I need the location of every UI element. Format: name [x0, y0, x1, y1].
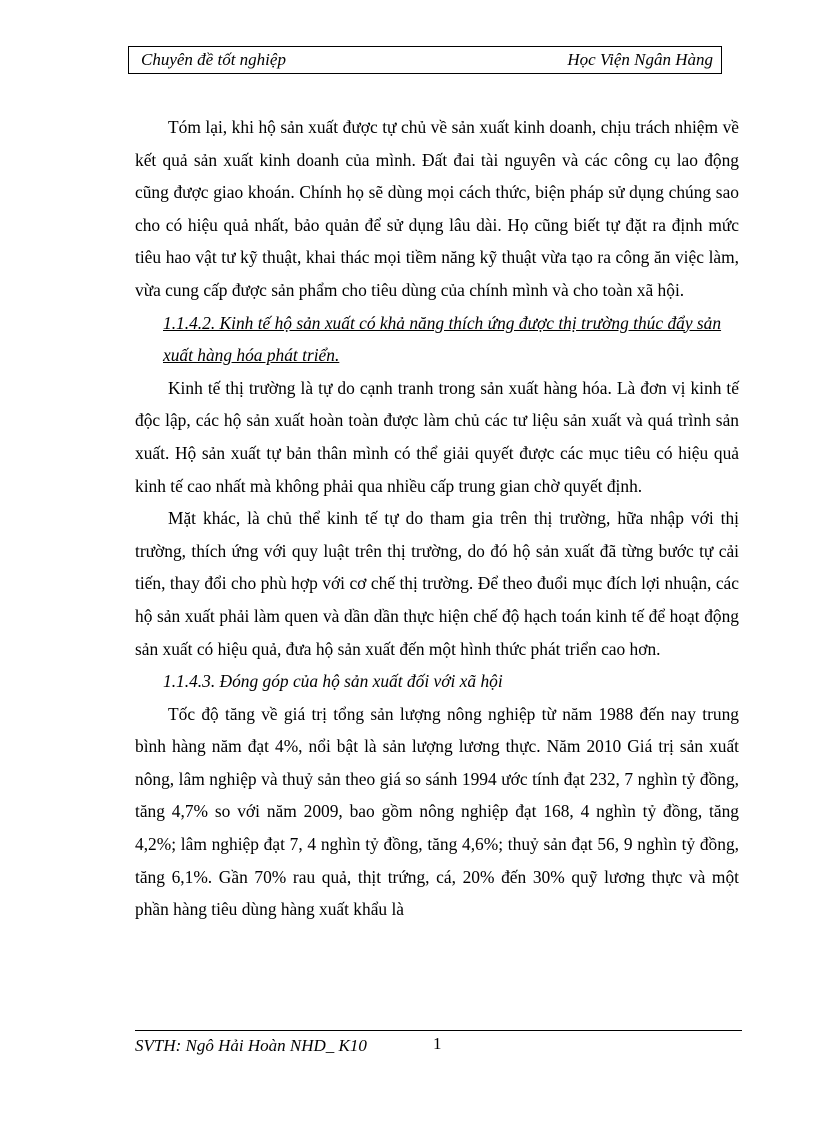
page-header: [128, 46, 722, 74]
page-number: 1: [433, 1034, 442, 1053]
paragraph-contribution: Tốc độ tăng về giá trị tổng sản lượng nông nghiệp từ năm 1988 đến nay trung bình hàng năm đạt 4%, nổi bật là sản lượng lương thực. Năm 2010 Giá trị sản xuất nông, lâm nghiệp và thuỷ sản theo giá so sánh 1994 ước tính đạt 232, 7 nghìn tỷ đồng, tăng 4,7% so với năm 2009, bao gồm nông nghiệp đạt 168, 4 nghìn tỷ đồng, tăng 4,2%; lâm nghiệp đạt 7, 4 nghìn tỷ đồng, tăng 4,6%; thuỷ sản đạt 56, 9 nghìn tỷ đồng, tăng 6,1%. Gần 70% rau quả, thịt trứng, cá, 20% đến 30% quỹ lương thực và một phần hàng tiêu dùng hàng xuất khẩu là: [135, 703, 739, 920]
paragraph-market-economy: Kinh tế thị trường là tự do cạnh tranh trong sản xuất hàng hóa. Là đơn vị kinh tế độc lập, các hộ sản xuất hoàn toàn được làm chủ các tư liệu sản xuất và quá trình sản xuất. Hộ sản xuất tự bản thân mình có thể giải quyết được các mục tiêu có hiệu quả kinh tế cao nhất mà không phải qua nhiều cấp trung gian chờ quyết định.: [135, 377, 739, 496]
section-heading-1-1-4-2: 1.1.4.2. Kinh tế hộ sản xuất có khả năng thích ứng được thị trường thúc đẩy sản xuất hàng hóa phát triển.: [163, 312, 722, 366]
section-heading-text: 1.1.4.3. Đóng góp của hộ sản xuất đối với xã hội: [163, 671, 503, 692]
section-heading-1-1-4-3: [135, 665, 739, 698]
header-document-type: Chuyên đề tốt nghiệp: [141, 50, 286, 69]
footer-divider: [135, 1030, 742, 1031]
document-body: [135, 111, 739, 926]
paragraph-market-adaptation: Mặt khác, là chủ thể kinh tế tự do tham gia trên thị trường, hữa nhập với thị trường, thích ứng với quy luật trên thị trường, do đó hộ sản xuất đã từng bước tự cải tiến, thay đổi cho phù hợp với cơ chế thị trường. Để theo đuổi mục đích lợi nhuận, các hộ sản xuất phải làm quen và dần dần thực hiện chế độ hạch toán kinh tế để hoạt động sản xuất có hiệu quả, đưa hộ sản xuất đến một hình thức phát triển cao hơn.: [135, 508, 739, 659]
footer-author: SVTH: Ngô Hải Hoàn NHD_ K10: [135, 1036, 367, 1055]
header-institution: Học Viện Ngân Hàng: [567, 50, 713, 69]
paragraph-summary: Tóm lại, khi hộ sản xuất được tự chủ về sản xuất kinh doanh, chịu trách nhiệm về kết quả sản xuất kinh doanh của mình. Đất đai tài nguyên và các công cụ lao động cũng được giao khoán. Chính họ sẽ dùng mọi cách thức, biện pháp sử dụng chúng sao cho có hiệu quả nhất, bảo quản để sử dụng lâu dài. Họ cũng biết tự đặt ra định mức tiêu hao vật tư kỹ thuật, khai thác mọi tiềm năng kỹ thuật vừa tạo ra công ăn việc làm, vừa cung cấp được sản phẩm cho tiêu dùng của chính mình và cho toàn xã hội.: [135, 117, 739, 300]
